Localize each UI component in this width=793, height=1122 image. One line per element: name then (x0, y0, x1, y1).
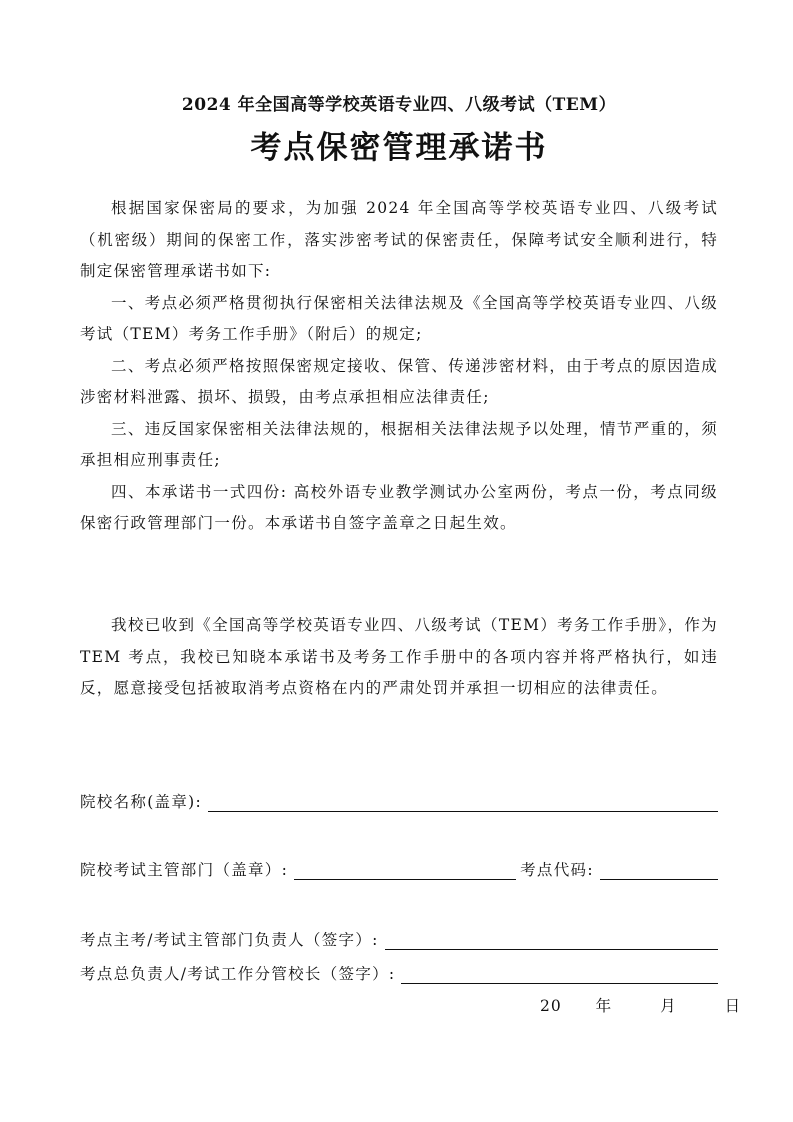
clause-3: 三、违反国家保密相关法律法规的，根据相关法律法规予以处理，情节严重的，须承担相应刑事责任; (80, 419, 718, 469)
school-name-label: 院校名称(盖章): (80, 793, 203, 811)
dept-label: 院校考试主管部门（盖章）: (80, 861, 289, 879)
school-name-row (80, 790, 718, 812)
date-year: 年 (595, 997, 613, 1015)
head-row (80, 962, 718, 984)
school-name-field[interactable] (208, 793, 718, 812)
date-month: 月 (660, 997, 677, 1015)
date-year-prefix: 20 (540, 997, 562, 1015)
head-label: 考点总负责人/考试工作分管校长（签字）: (80, 965, 396, 983)
code-label: 考点代码: (520, 861, 594, 879)
date-line (540, 994, 741, 1016)
chief-signature-field[interactable] (385, 931, 718, 950)
pledge-section (80, 610, 718, 705)
page-title: 考点保密管理承诺书 (250, 130, 548, 166)
pledge-paragraph: 我校已收到《全国高等学校英语专业四、八级考试（TEM）考务工作手册》，作为 TEM 考点，我校已知晓本承诺书及考务工作手册中的各项内容并将严格执行，如违反，愿意接受包括被取消考点资格在内的严肃处罚并承担一切相应的法律责任。 (80, 616, 718, 697)
exam-subtitle: 2024 年全国高等学校英语专业四、八级考试（TEM） (181, 95, 617, 115)
clause-2: 二、考点必须严格按照保密规定接收、保管、传递涉密材料，由于考点的原因造成涉密材料泄露、损坏、损毁，由考点承担相应法律责任; (80, 356, 718, 406)
dept-row (80, 858, 718, 880)
dept-field[interactable] (294, 861, 516, 880)
code-field[interactable] (600, 861, 718, 880)
clause-4: 四、本承诺书一式四份: 高校外语专业教学测试办公室两份，考点一份，考点同级保密行政管理部门一份。本承诺书自签字盖章之日起生效。 (80, 482, 718, 532)
intro-paragraph: 根据国家保密局的要求，为加强 2024 年全国高等学校英语专业四、八级考试（机密级）期间的保密工作，落实涉密考试的保密责任，保障考试安全顺利进行，特制定保密管理承诺书如下: (80, 199, 718, 280)
date-day: 日 (724, 997, 742, 1015)
chief-label: 考点主考/考试主管部门负责人（签字）: (80, 931, 379, 949)
chief-row (80, 928, 718, 950)
head-signature-field[interactable] (401, 965, 718, 984)
commitment-body (80, 193, 718, 540)
clause-1: 一、考点必须严格贯彻执行保密相关法律法规及《全国高等学校英语专业四、八级考试（TEM）考务工作手册》（附后）的规定; (80, 293, 718, 343)
